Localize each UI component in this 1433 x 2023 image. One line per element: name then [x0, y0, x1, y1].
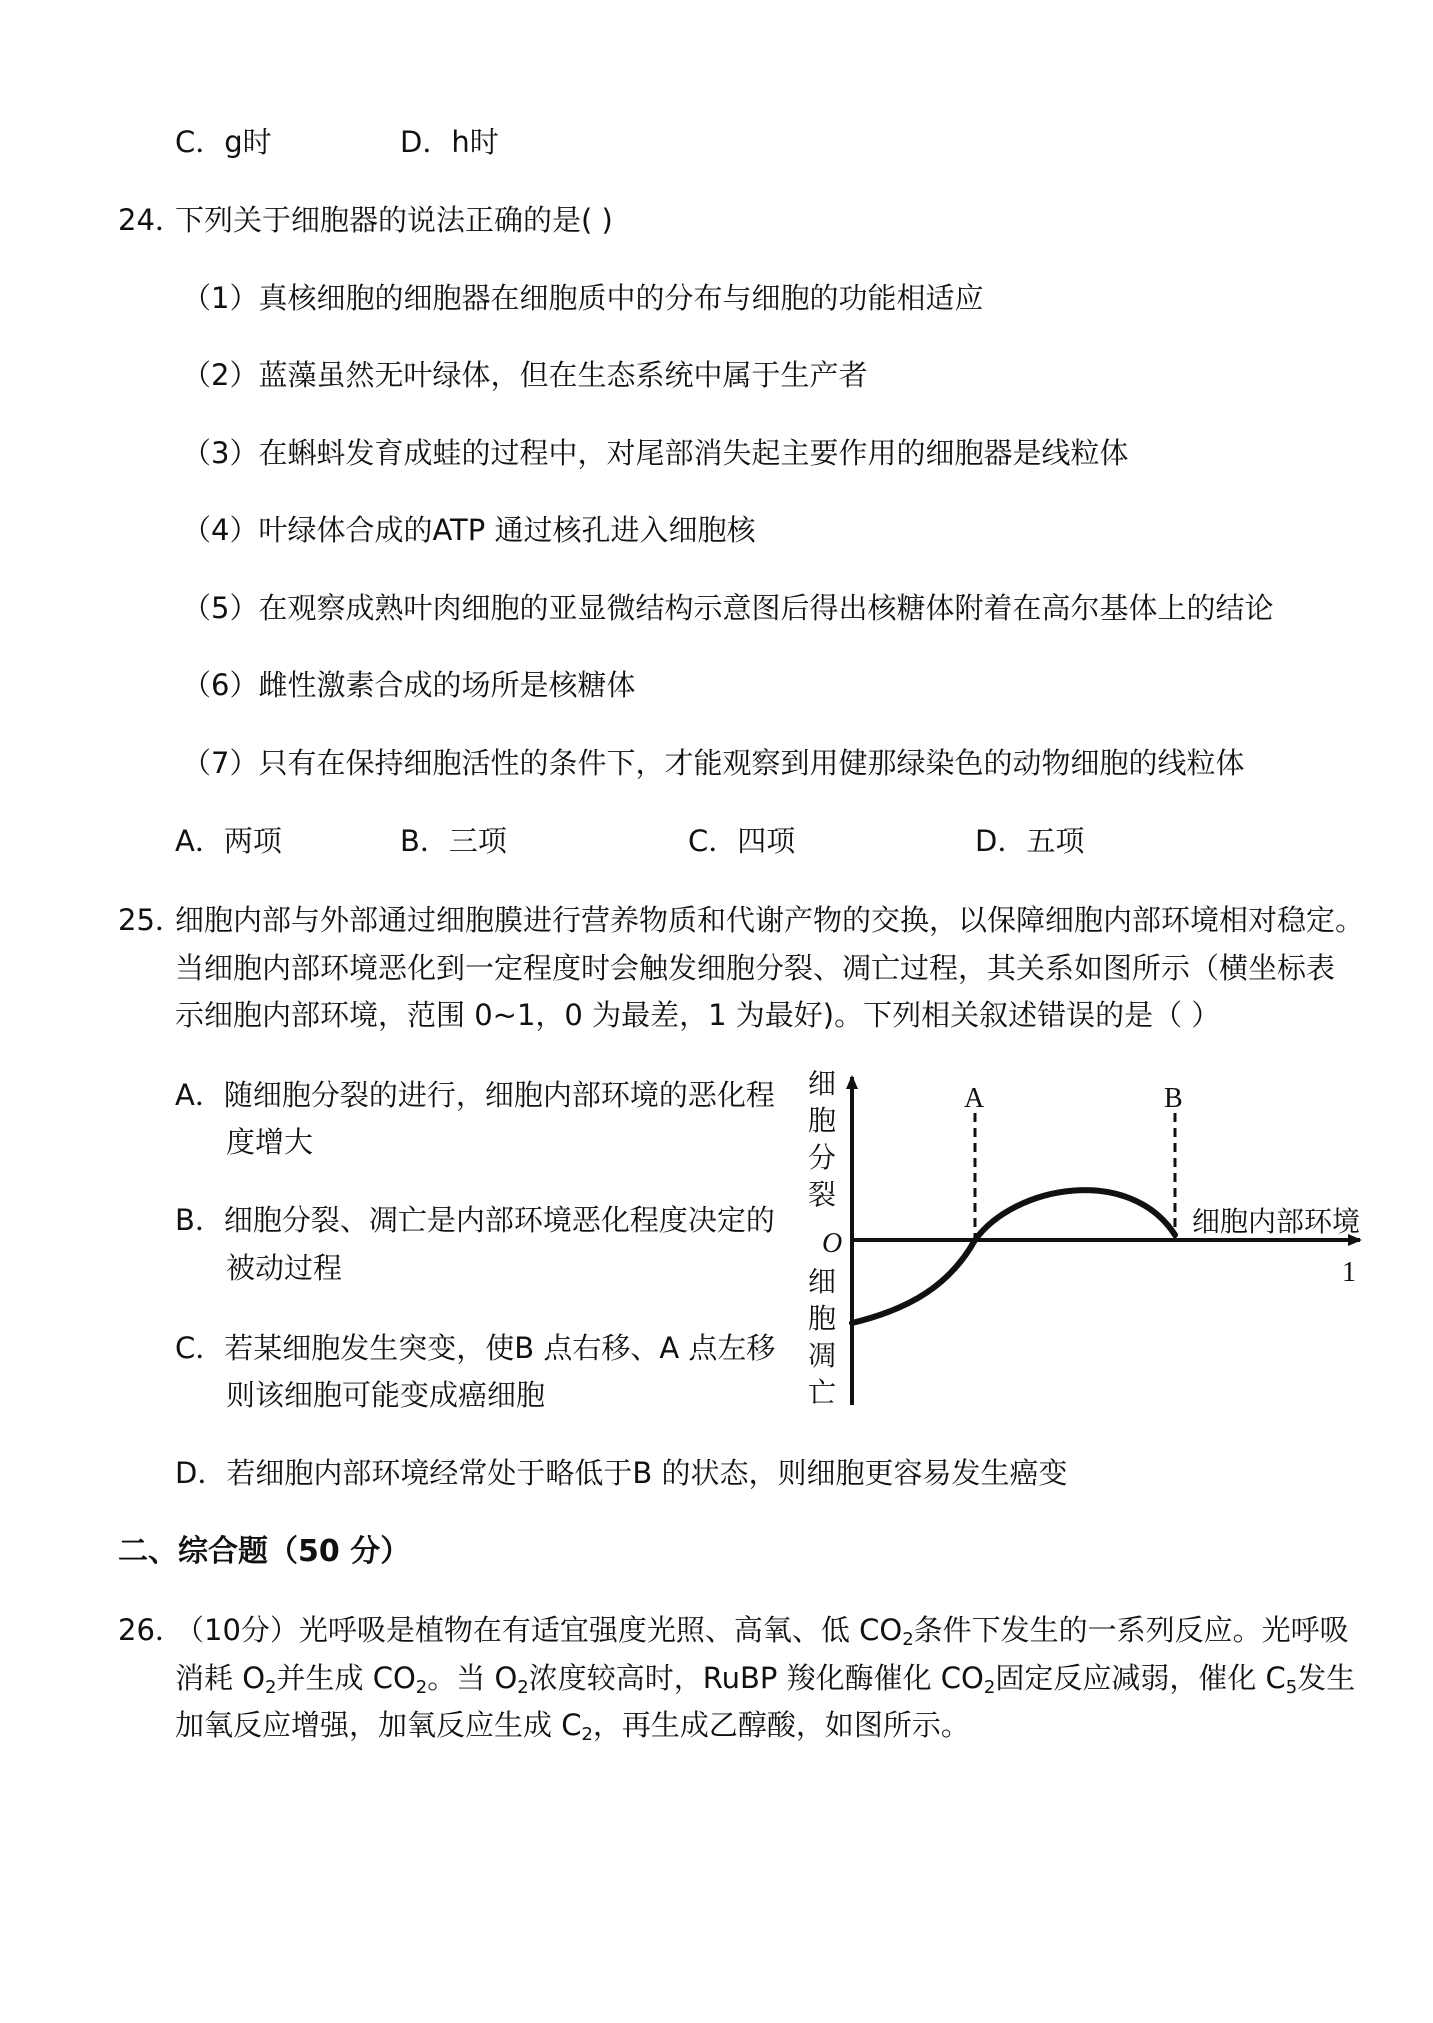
q24-stem: 下列关于细胞器的说法正确的是( )	[175, 203, 613, 237]
y-label-bottom-char-3: 凋	[808, 1339, 837, 1372]
q24-statement-1: （1）真核细胞的细胞器在细胞质中的分布与细胞的功能相适应	[182, 281, 984, 315]
y-label-top-char-3: 分	[808, 1141, 837, 1174]
q25-option-b-line-2: 被动过程	[226, 1251, 343, 1285]
origin-label: O	[822, 1228, 843, 1259]
q25-stem-line-2: 当细胞内部环境恶化到一定程度时会触发细胞分裂、凋亡过程，其关系如图所示（横坐标表	[175, 951, 1336, 985]
x-axis-label: 细胞内部环境	[1192, 1205, 1361, 1238]
q25-option-c-line-1: C．若某细胞发生突变，使B 点右移、A 点左移	[175, 1331, 776, 1365]
response-curve	[852, 1190, 1175, 1323]
q24-statement-6: （6）雌性激素合成的场所是核糖体	[182, 668, 636, 702]
point-a-label: A	[964, 1083, 985, 1114]
y-label-bottom-char-2: 胞	[808, 1302, 837, 1335]
q23-option-d: D．h时	[400, 125, 499, 159]
q26-number: 26．	[118, 1613, 184, 1647]
q25-option-d: D．若细胞内部环境经常处于略低于B 的状态，则细胞更容易发生癌变	[175, 1456, 1068, 1490]
q26-line-1: （10分）光呼吸是植物在有适宜强度光照、高氧、低 $CO_2$条件下发生的一系列反应。光呼吸	[175, 1613, 1349, 1650]
y-label-top-char-2: 胞	[808, 1104, 837, 1137]
q24-statement-2: （2）蓝藻虽然无叶绿体，但在生态系统中属于生产者	[182, 358, 868, 392]
q24-statement-3: （3）在蝌蚪发育成蛙的过程中，对尾部消失起主要作用的细胞器是线粒体	[182, 436, 1129, 470]
q24-option-c: C．四项	[688, 824, 796, 858]
point-b-label: B	[1164, 1083, 1183, 1114]
q24-statement-5: （5）在观察成熟叶肉细胞的亚显微结构示意图后得出核糖体附着在高尔基体上的结论	[182, 591, 1274, 625]
q25-option-a-line-1: A．随细胞分裂的进行，细胞内部环境的恶化程	[175, 1078, 775, 1112]
q25-number: 25．	[118, 903, 184, 937]
q25-option-a-line-2: 度增大	[226, 1125, 314, 1159]
q26-line-2: 消耗 $O_2$并生成 $CO_2$。当 $O_2$浓度较高时，RuBP 羧化酶催化 $CO_2$固定反应减弱，催化 $C_5$发生	[175, 1661, 1356, 1698]
q23-option-c: C．g时	[175, 125, 272, 159]
section-2-title: 二、综合题（50 分）	[118, 1534, 411, 1569]
q25-option-b-line-1: B．细胞分裂、凋亡是内部环境恶化程度决定的	[175, 1203, 775, 1237]
y-label-bottom-char-4: 亡	[808, 1376, 837, 1409]
q24-option-b: B．三项	[400, 824, 507, 858]
y-label-top-char-4: 裂	[808, 1178, 837, 1211]
q24-option-d: D．五项	[975, 824, 1085, 858]
cell-environment-graph	[800, 1065, 1400, 1425]
q24-option-a: A．两项	[175, 824, 282, 858]
q24-statement-7: （7）只有在保持细胞活性的条件下，才能观察到用健那绿染色的动物细胞的线粒体	[182, 746, 1245, 780]
y-label-bottom-char-1: 细	[808, 1265, 837, 1298]
q25-stem-line-3: 示细胞内部环境，范围 0~1，0 为最差，1 为最好)。下列相关叙述错误的是（ ）	[175, 998, 1221, 1032]
q25-stem-line-1: 细胞内部与外部通过细胞膜进行营养物质和代谢产物的交换，以保障细胞内部环境相对稳定。	[175, 903, 1365, 937]
q24-statement-4: （4）叶绿体合成的ATP 通过核孔进入细胞核	[182, 513, 756, 547]
y-label-top-char-1: 细	[808, 1067, 837, 1100]
q24-number: 24．	[118, 203, 184, 237]
q25-option-c-line-2: 则该细胞可能变成癌细胞	[226, 1378, 546, 1412]
q26-line-3: 加氧反应增强，加氧反应生成 $C_2$，再生成乙醇酸，如图所示。	[175, 1708, 970, 1745]
x-axis-end-label: 1	[1342, 1257, 1356, 1288]
